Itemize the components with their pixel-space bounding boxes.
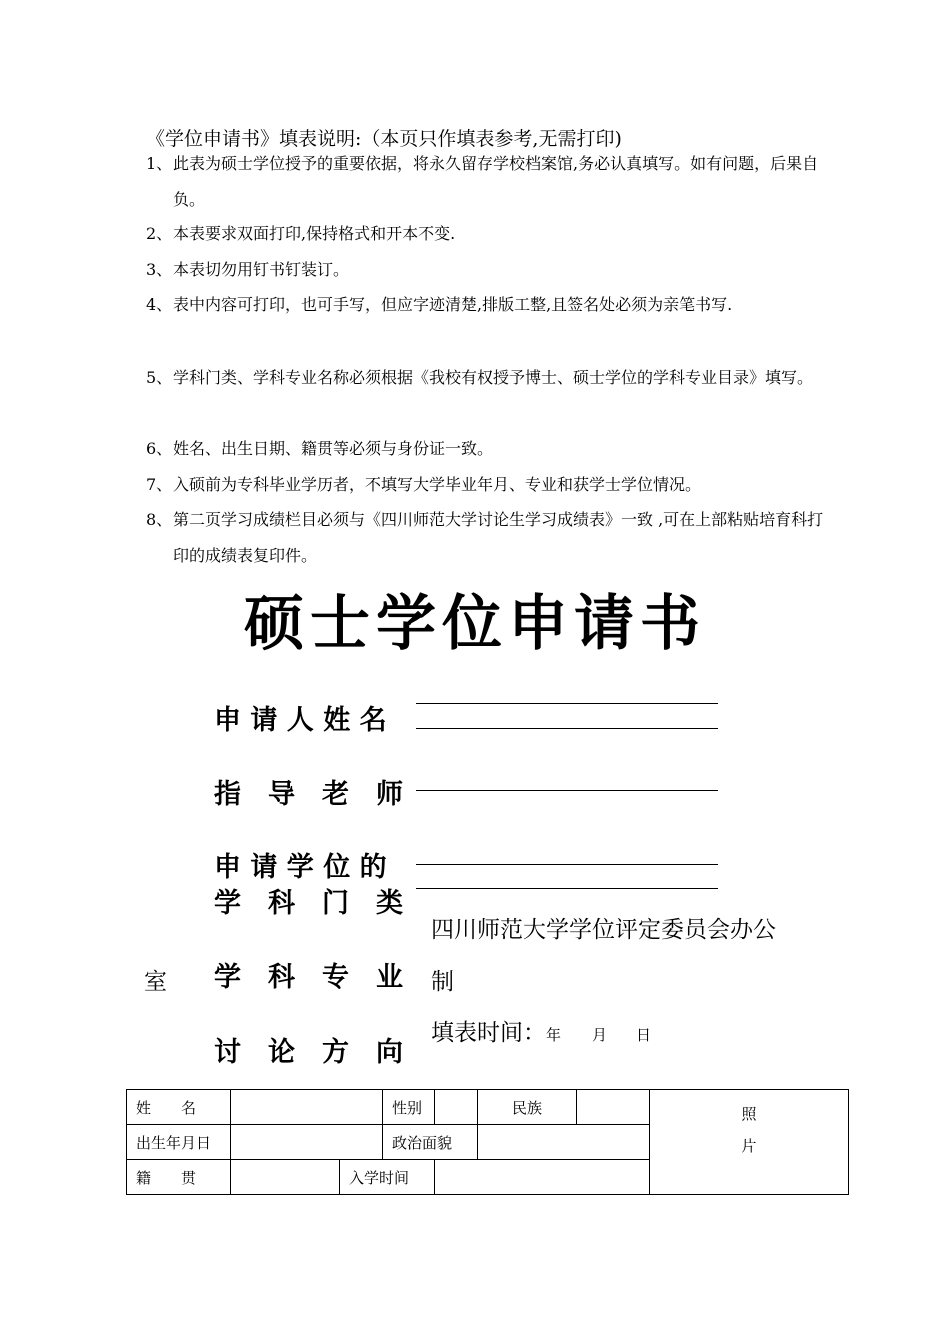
office-name-line2: 制: [431, 969, 454, 995]
cover-title: 硕士学位申请书: [244, 589, 706, 659]
gender-input[interactable]: [435, 1090, 478, 1125]
year-label: 年: [546, 1026, 562, 1044]
political-input[interactable]: [478, 1125, 650, 1160]
instruction-item-6: [146, 431, 836, 467]
instruction-text: 第二页学习成绩栏目必须与《四川师范大学讨论生学习成绩表》一致 ,可在上部粘贴培育科打印的成绩表复印件。: [173, 510, 824, 565]
applicant-name-line[interactable]: [416, 703, 718, 704]
instruction-text: 本表切勿用钉书钉装订。: [173, 260, 350, 279]
instruction-number: 2、: [146, 224, 173, 243]
photo-label-1: 照: [741, 1105, 757, 1123]
instruction-item-5: [146, 360, 836, 396]
office-name-line1: 四川师范大学学位评定委员会办公: [431, 917, 776, 943]
applicant-name-label: 申 请 人 姓 名: [214, 705, 387, 736]
instruction-number: 7、: [146, 475, 173, 494]
discipline-label-line1: 申 请 学 位 的: [214, 852, 387, 883]
research-direction-label: 讨 论 方 向: [214, 1037, 403, 1068]
discipline-line[interactable]: [416, 864, 718, 865]
name-input[interactable]: [231, 1090, 383, 1125]
major-label: 学 科 专 业: [214, 962, 403, 993]
birth-input[interactable]: [231, 1125, 383, 1160]
day-label: 日: [636, 1026, 652, 1044]
instruction-text: 本表要求双面打印,保持格式和开本不变.: [173, 224, 456, 243]
instruction-item-2: [146, 216, 836, 252]
personal-info-table: [126, 1089, 849, 1195]
month-label: 月: [592, 1026, 608, 1044]
name-label: 姓 名: [127, 1090, 231, 1125]
discipline-label-line2: 学 科 门 类: [214, 888, 403, 919]
advisor-line[interactable]: [416, 790, 718, 791]
birth-label: 出生年月日: [127, 1125, 231, 1160]
instruction-text: 表中内容可打印，也可手写，但应字迹清楚,排版工整,且签名处必须为亲笔书写.: [173, 295, 733, 314]
fill-time: [431, 1014, 651, 1047]
instruction-item-7: [146, 467, 836, 503]
photo-label-2: 片: [741, 1137, 757, 1155]
instruction-item-4: [146, 287, 836, 323]
enroll-input[interactable]: [435, 1160, 650, 1195]
instruction-item-3: [146, 252, 836, 288]
instruction-number: 3、: [146, 260, 173, 279]
instruction-text: 此表为硕士学位授予的重要依据，将永久留存学校档案馆,务必认真填写。如有问题，后果自负。: [173, 154, 819, 209]
ethnicity-label: 民族: [478, 1090, 577, 1125]
gender-label: 性别: [383, 1090, 435, 1125]
native-input[interactable]: [231, 1160, 340, 1195]
instruction-number: 6、: [146, 439, 173, 458]
political-label: 政治面貌: [383, 1125, 478, 1160]
instruction-text: 姓名、出生日期、籍贯等必须与身份证一致。: [173, 439, 494, 458]
applicant-name-line-2[interactable]: [416, 728, 718, 729]
photo-box[interactable]: [650, 1090, 849, 1195]
fill-time-label: 填表时间：: [431, 1020, 546, 1046]
native-label: 籍 贯: [127, 1160, 231, 1195]
instructions-title: 《学位申请书》填表说明:（本页只作填表参考,无需打印): [146, 128, 622, 150]
advisor-label: 指 导 老 师: [214, 779, 403, 810]
instruction-item-8: [146, 502, 836, 574]
instruction-number: 1、: [146, 154, 173, 173]
instruction-item-1: [146, 146, 836, 218]
office-name-shi: 室: [144, 969, 167, 995]
instruction-text: 入硕前为专科毕业学历者，不填写大学毕业年月、专业和获学士学位情况。: [173, 475, 702, 494]
instruction-number: 4、: [146, 295, 173, 314]
discipline-line-2[interactable]: [416, 888, 718, 889]
ethnicity-input[interactable]: [577, 1090, 650, 1125]
instruction-text: 学科门类、学科专业名称必须根据《我校有权授予博士、硕士学位的学科专业目录》填写。: [173, 368, 814, 387]
instruction-number: 5、: [146, 368, 173, 387]
enroll-label: 入学时间: [340, 1160, 435, 1195]
instruction-number: 8、: [146, 510, 173, 529]
